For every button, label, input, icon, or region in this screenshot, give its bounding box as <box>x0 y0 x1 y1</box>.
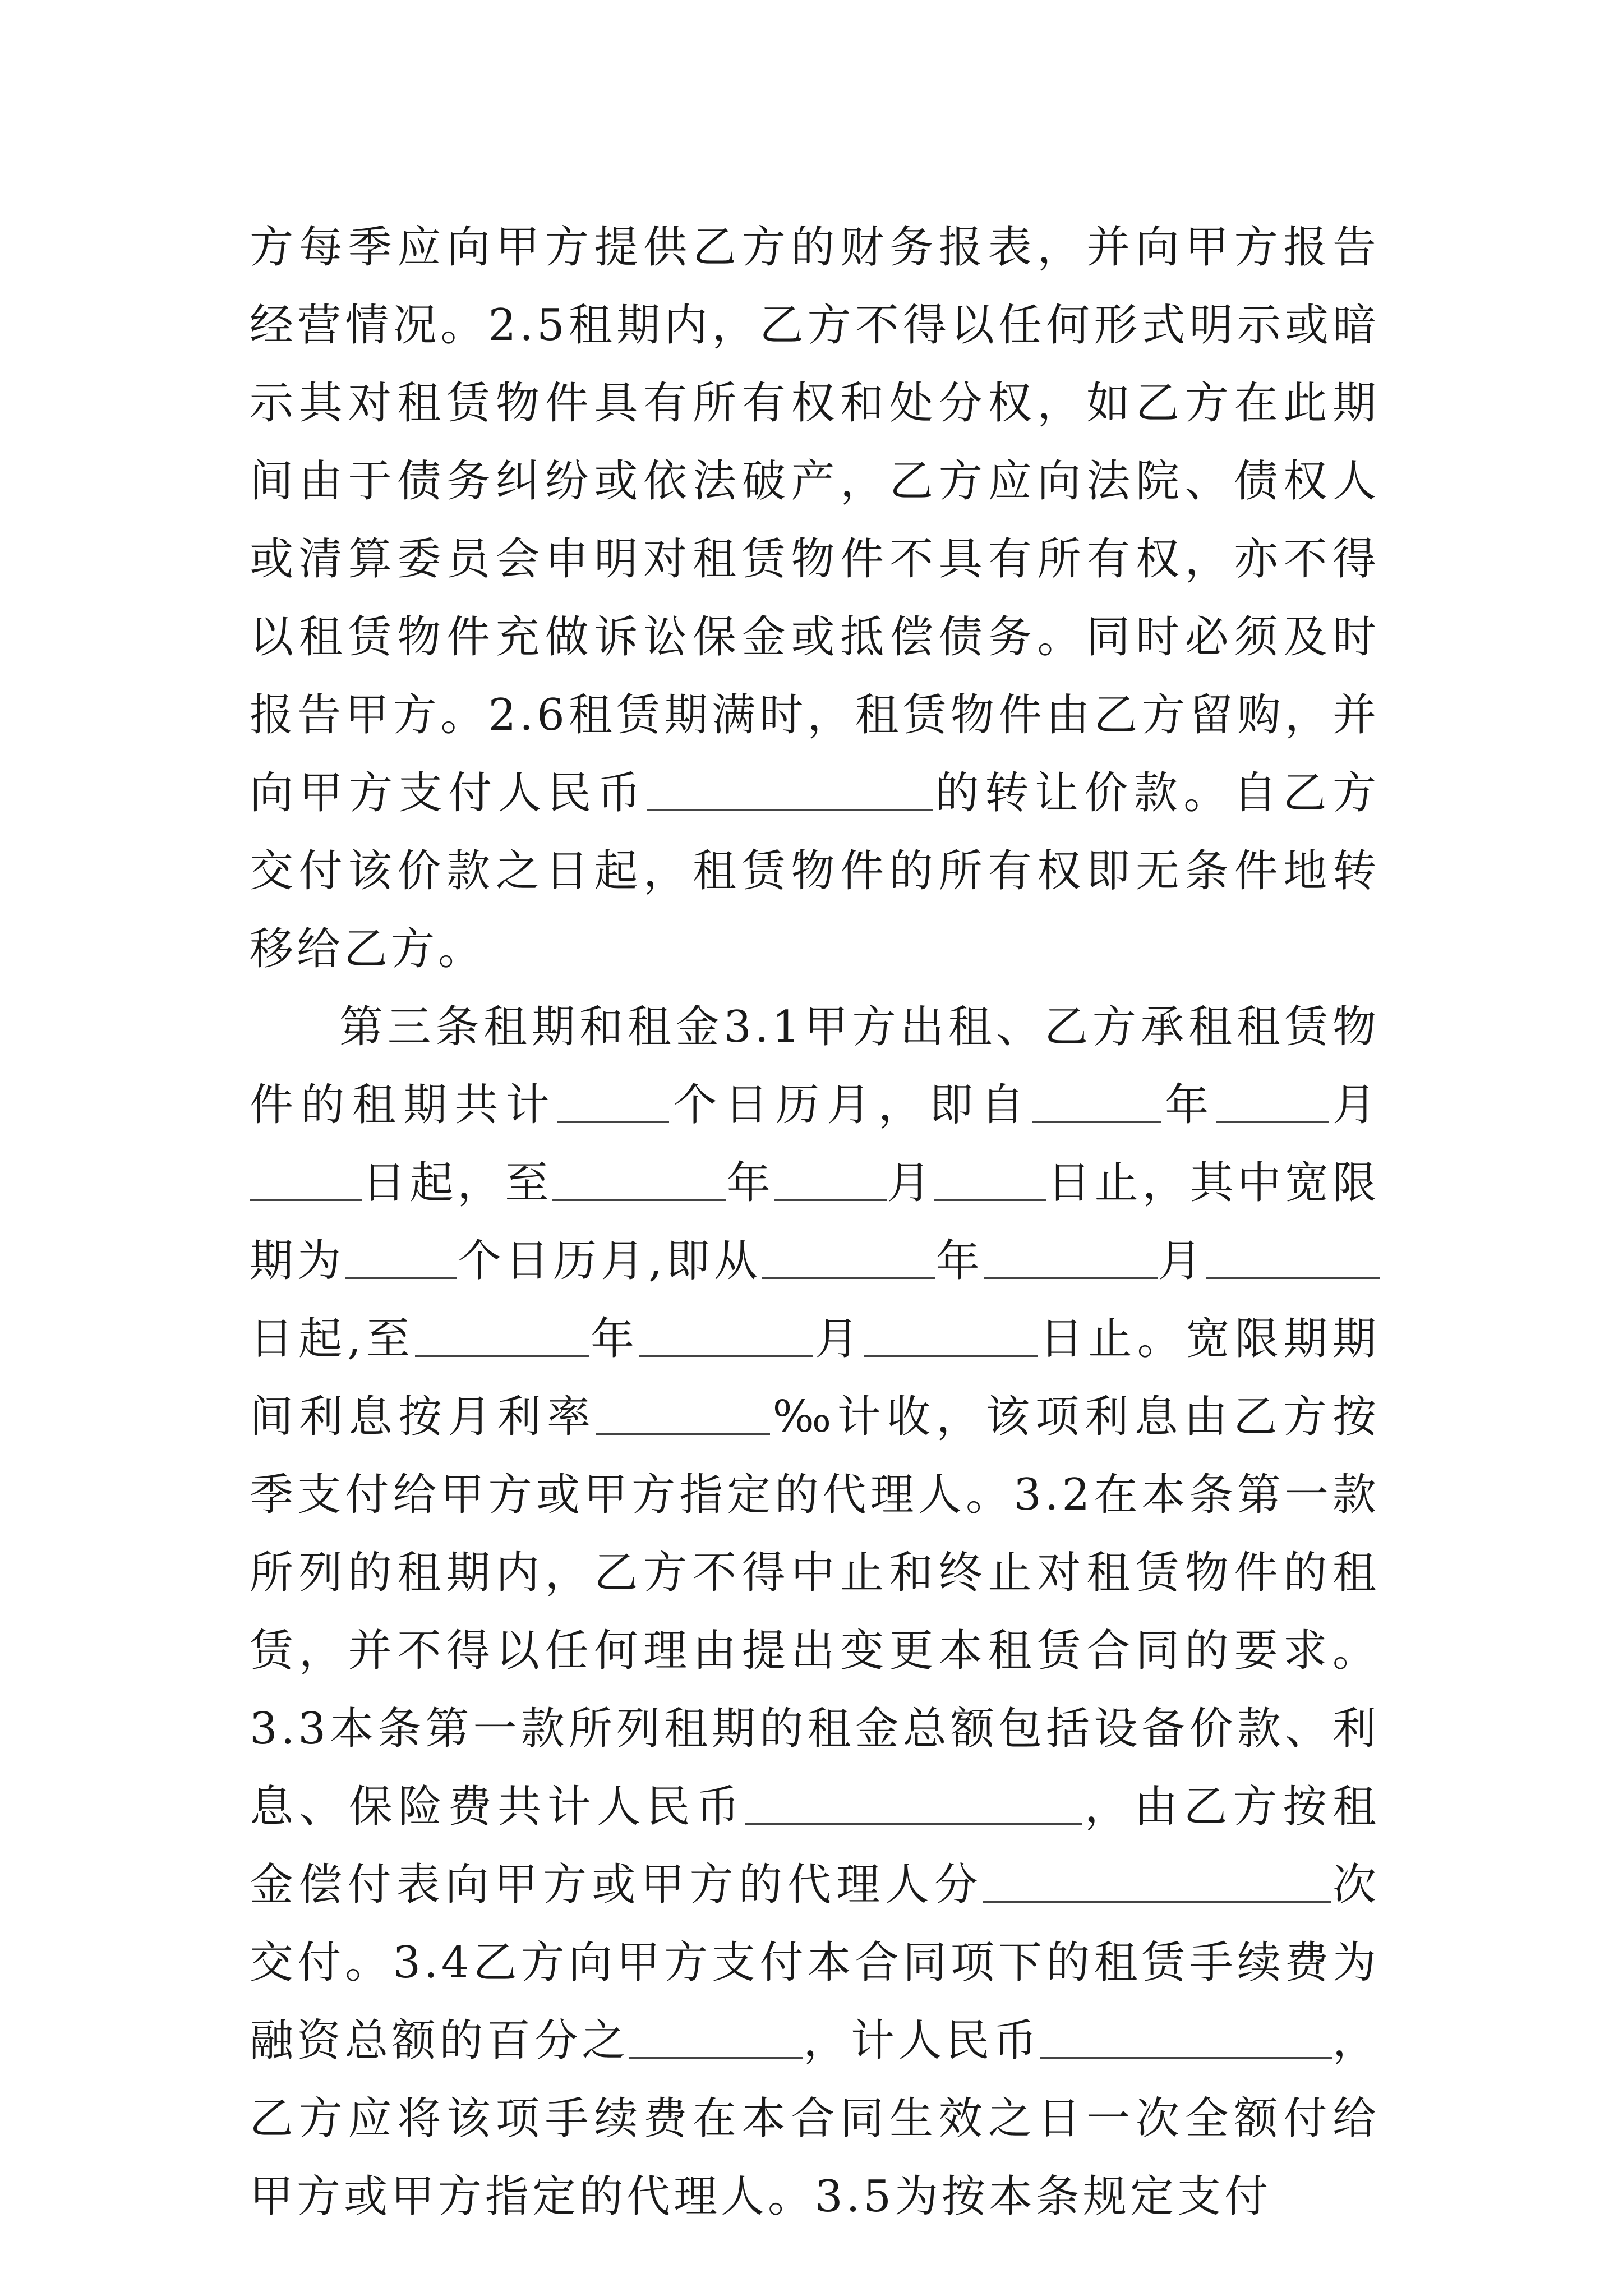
paragraph-text: 日止，其中宽限期为 <box>250 1158 1380 1286</box>
paragraph-text: 日起,至 <box>250 1314 416 1364</box>
paragraph-text: 方每季应向甲方提供乙方的财务报表，并向甲方报告经营情况。2.5租期内，乙方不得以任何形式明示或暗示其对租赁物件具有所有权和处分权，如乙方在此期间由于债务纠纷或依法破产，乙方应向法院、债权人或清算委员会申明对租赁物件不具有所有权，亦不得以租赁物件充做诉讼保金或抵偿债务。同时必须及时报告甲方。2.6租赁期满时，租赁物件由乙方留购，并向甲方支付人民币 <box>250 222 1380 818</box>
fill-in-blank <box>639 1319 813 1357</box>
paragraph-text: ，由乙方按租金偿付表向甲方或甲方的代理人分 <box>250 1782 1380 1910</box>
paragraph-text: 月 <box>1157 1236 1206 1286</box>
paragraph-text: ，乙方应将该项手续费在本合同生效之日一次全额付给甲方或甲方指定的代理人。3.5为按本条规定支付 <box>250 2016 1380 2222</box>
paragraph-text: 月 <box>813 1314 864 1364</box>
paragraph-text: 的转让价款。自乙方交付该价款之日起，租赁物件的所有权即无条件地转移给乙方。 <box>250 768 1380 974</box>
paragraph-text: ‰计收，该项利息由乙方按季支付给甲方或甲方指定的代理人。3.2在本条第一款所列的租期内，乙方不得中止和终止对租赁物件的租赁，并不得以任何理由提出变更本租赁合同的要求。3.3本条第一款所列租期的租金总额包括设备价款、利息、保险费共计人民币 <box>250 1392 1380 1832</box>
paragraph-text: 个日历月,即从 <box>457 1236 762 1286</box>
fill-in-blank <box>1206 1241 1380 1279</box>
paragraph-text: 日止。宽限期期间利息按月利率 <box>250 1314 1380 1442</box>
fill-in-blank <box>596 1397 770 1435</box>
paragraph-text: 月 <box>886 1158 935 1208</box>
fill-in-blank <box>629 2021 803 2059</box>
paragraph-text: 年 <box>935 1236 984 1286</box>
paragraph-text: 月 <box>1328 1080 1380 1130</box>
paragraph-text: 日起，至 <box>362 1158 553 1208</box>
document-paragraph <box>250 988 1380 2236</box>
paragraph-text: 个日历月，即自 <box>669 1080 1032 1130</box>
fill-in-blank <box>984 1241 1158 1279</box>
fill-in-blank <box>1040 2021 1332 2059</box>
paragraph-text: 次交付。3.4乙方向甲方支付本合同项下的租赁手续费为融资总额的百分之 <box>250 1860 1380 2066</box>
fill-in-blank <box>345 1241 457 1279</box>
paragraph-text: ，计人民币 <box>803 2016 1041 2066</box>
fill-in-blank <box>745 1787 1082 1825</box>
paragraph-text: 年 <box>589 1314 640 1364</box>
fill-in-blank <box>415 1319 589 1357</box>
document-paragraph <box>250 209 1380 988</box>
fill-in-blank <box>1032 1085 1161 1123</box>
paragraph-text: 年 <box>726 1158 774 1208</box>
paragraph-text: 第三条租期和租金3.1甲方出租、乙方承租租赁物件的租期共计 <box>250 1002 1380 1130</box>
fill-in-blank <box>774 1163 887 1201</box>
fill-in-blank <box>647 774 933 811</box>
fill-in-blank <box>934 1163 1046 1201</box>
fill-in-blank <box>557 1085 669 1123</box>
fill-in-blank <box>1216 1085 1329 1123</box>
fill-in-blank <box>864 1319 1038 1357</box>
paragraph-text: 年 <box>1160 1080 1216 1130</box>
fill-in-blank <box>552 1163 726 1201</box>
document-body <box>250 209 1380 2236</box>
fill-in-blank <box>250 1163 362 1201</box>
fill-in-blank <box>983 1865 1331 1903</box>
fill-in-blank <box>762 1241 935 1279</box>
